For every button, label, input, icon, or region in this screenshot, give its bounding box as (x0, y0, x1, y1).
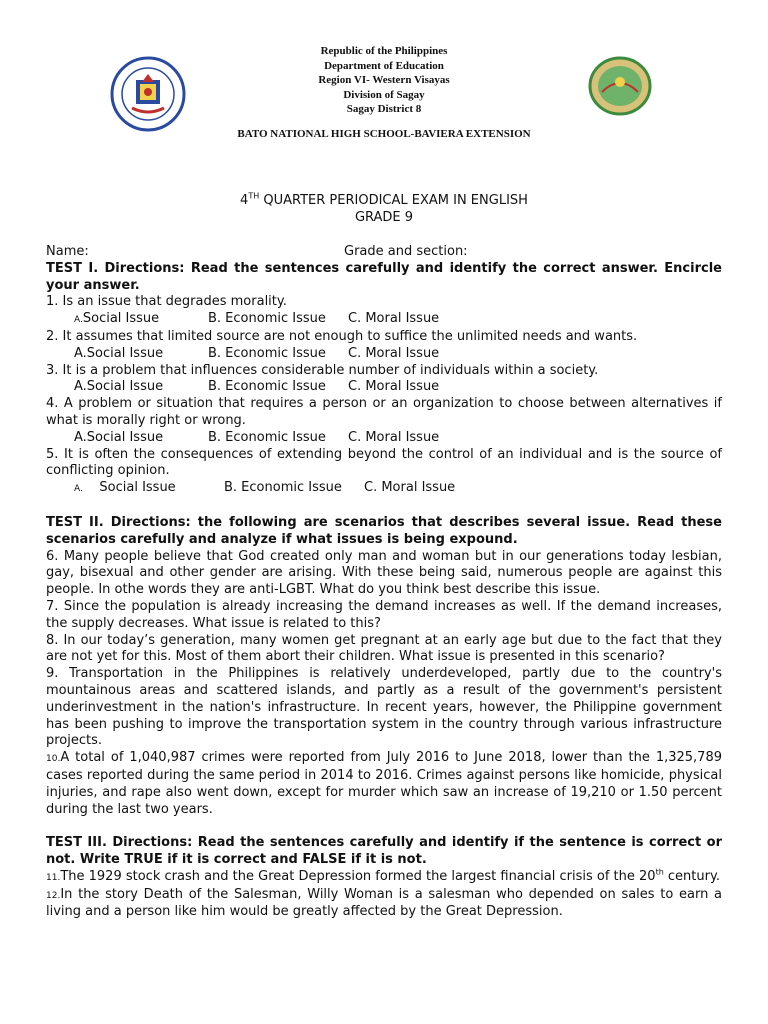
option-c: C. Moral Issue (348, 379, 440, 395)
header-line: Republic of the Philippines (320, 45, 448, 57)
ordinal-suffix: th (655, 867, 664, 877)
option-a (74, 480, 224, 498)
option-c: C. Moral Issue (348, 311, 440, 327)
statement-text: The 1929 stock crash and the Great Depression formed the largest financial crisis of the 20 (60, 868, 656, 884)
title-line-1: QUARTER PERIODICAL EXAM IN ENGLISH (259, 193, 528, 208)
scenario-text: A total of 1,040,987 crimes were reported from July 2016 to June 2018, lower than the 1,325,789 cases reported during the same period in 2014 to 2016. Crimes against persons like homicide, physical injuries, and rape also went down, except for murder which saw an increase of 19,210 or 1.50 percent during the last two years. (46, 750, 722, 817)
name-label: Name: (46, 244, 89, 259)
exam-content (46, 244, 722, 921)
quarter-number: 4 (240, 193, 249, 208)
question-options (46, 480, 722, 498)
header-line: Department of Education (324, 59, 444, 72)
option-a-text: Social Issue (99, 480, 176, 496)
option-b: B. Economic Issue (208, 345, 326, 361)
scenario-item: 7. Since the population is already increasing the demand increases as well. If the demand increases, the supply decreases. What issue is related to this? (46, 598, 722, 631)
true-false-item (46, 887, 722, 922)
option-a-letter: A. (74, 484, 83, 495)
option-b: B. Economic Issue (208, 311, 326, 327)
test3-heading: TEST III. Directions: Read the sentences carefully and identify if the sentence is correct or not. Write TRUE if it is correct and FALSE if it is not. (46, 835, 722, 868)
option-b: B. Economic Issue (208, 429, 326, 445)
option-a-text: Social Issue (82, 311, 160, 327)
scenario-item: 8. In our today’s generation, many women get pregnant at an early age but due to the fact that they are not yet for this. Most of them abort their children. What issue is presented in this scenario? (46, 632, 722, 665)
statement-text: In the story Death of the Salesman, Willy Woman is a salesman who depended on sales to earn a living and a person like him would be greatly affected by the Great Depression. (46, 886, 722, 920)
option-a (74, 311, 208, 329)
grade-section-label: Grade and section: (344, 244, 468, 259)
question-text: 5. It is often the consequences of extending beyond the control of an individual and is the source of conflicting opinion. (46, 446, 722, 479)
option-c: C. Moral Issue (348, 429, 440, 445)
question-options (46, 430, 722, 447)
option-b: B. Economic Issue (224, 480, 342, 496)
header-line: Sagay District 8 (346, 103, 422, 115)
scenario-item: 6. Many people believe that God created only man and woman but in our generations today lesbian, gay, bisexual and other gender are arising. With these being said, numerous people are against this people. In othe words they are anti-LGBT. What do you think best describe this issue. (46, 548, 722, 598)
scenario-item: 9. Transportation in the Philippines is relatively underdeveloped, partly due to the country's mountainous areas and scattered islands, and partly as a result of the government's persistent underinvestment in the nation's infrastructure. In recent years, however, the Philippine government has been pushing to improve the transportation system in the country through various infrastructure projects. (46, 666, 722, 749)
header-line: Division of Sagay (343, 88, 425, 101)
option-b: B. Economic Issue (208, 379, 326, 395)
option-a: A.Social Issue (74, 379, 164, 395)
question-options (46, 346, 722, 363)
true-false-item (46, 869, 722, 887)
item-number: 11. (46, 872, 61, 883)
question-options (46, 379, 722, 396)
title-line-2: GRADE 9 (354, 210, 414, 225)
item-number: 10. (46, 754, 61, 765)
option-a: A.Social Issue (74, 429, 164, 445)
quarter-suffix: TH (248, 191, 260, 201)
statement-text-end: century. (663, 868, 720, 884)
question-text: 2. It assumes that limited source are not enough to suffice the unlimited needs and wants. (46, 328, 638, 344)
exam-title (0, 192, 768, 226)
scenario-item (46, 750, 722, 818)
option-a: A.Social Issue (74, 345, 164, 361)
test2-heading: TEST II. Directions: the following are scenarios that describes several issue. Read these scenarios carefully and analyze if what issues is being expound. (46, 514, 722, 547)
question-text: 4. A problem or situation that requires a person or an organization to choose between alternatives if what is morally right or wrong. (46, 396, 722, 428)
option-c: C. Moral Issue (364, 480, 456, 496)
question-text: 3. It is a problem that influences considerable number of individuals within a society. (46, 362, 599, 378)
option-a-letter: A. (74, 315, 83, 326)
document-header (0, 44, 768, 117)
option-c: C. Moral Issue (348, 345, 440, 361)
question-options (46, 311, 722, 329)
test1-heading: TEST I. Directions: Read the sentences carefully and identify the correct answer. Encircle your answer. (46, 260, 722, 293)
question-text: 1. Is an issue that degrades morality. (46, 294, 287, 310)
item-number: 12. (46, 890, 61, 901)
header-line: Region VI- Western Visayas (318, 74, 450, 86)
student-fields (46, 244, 722, 261)
school-name: BATO NATIONAL HIGH SCHOOL-BAVIERA EXTENSION (237, 128, 531, 140)
